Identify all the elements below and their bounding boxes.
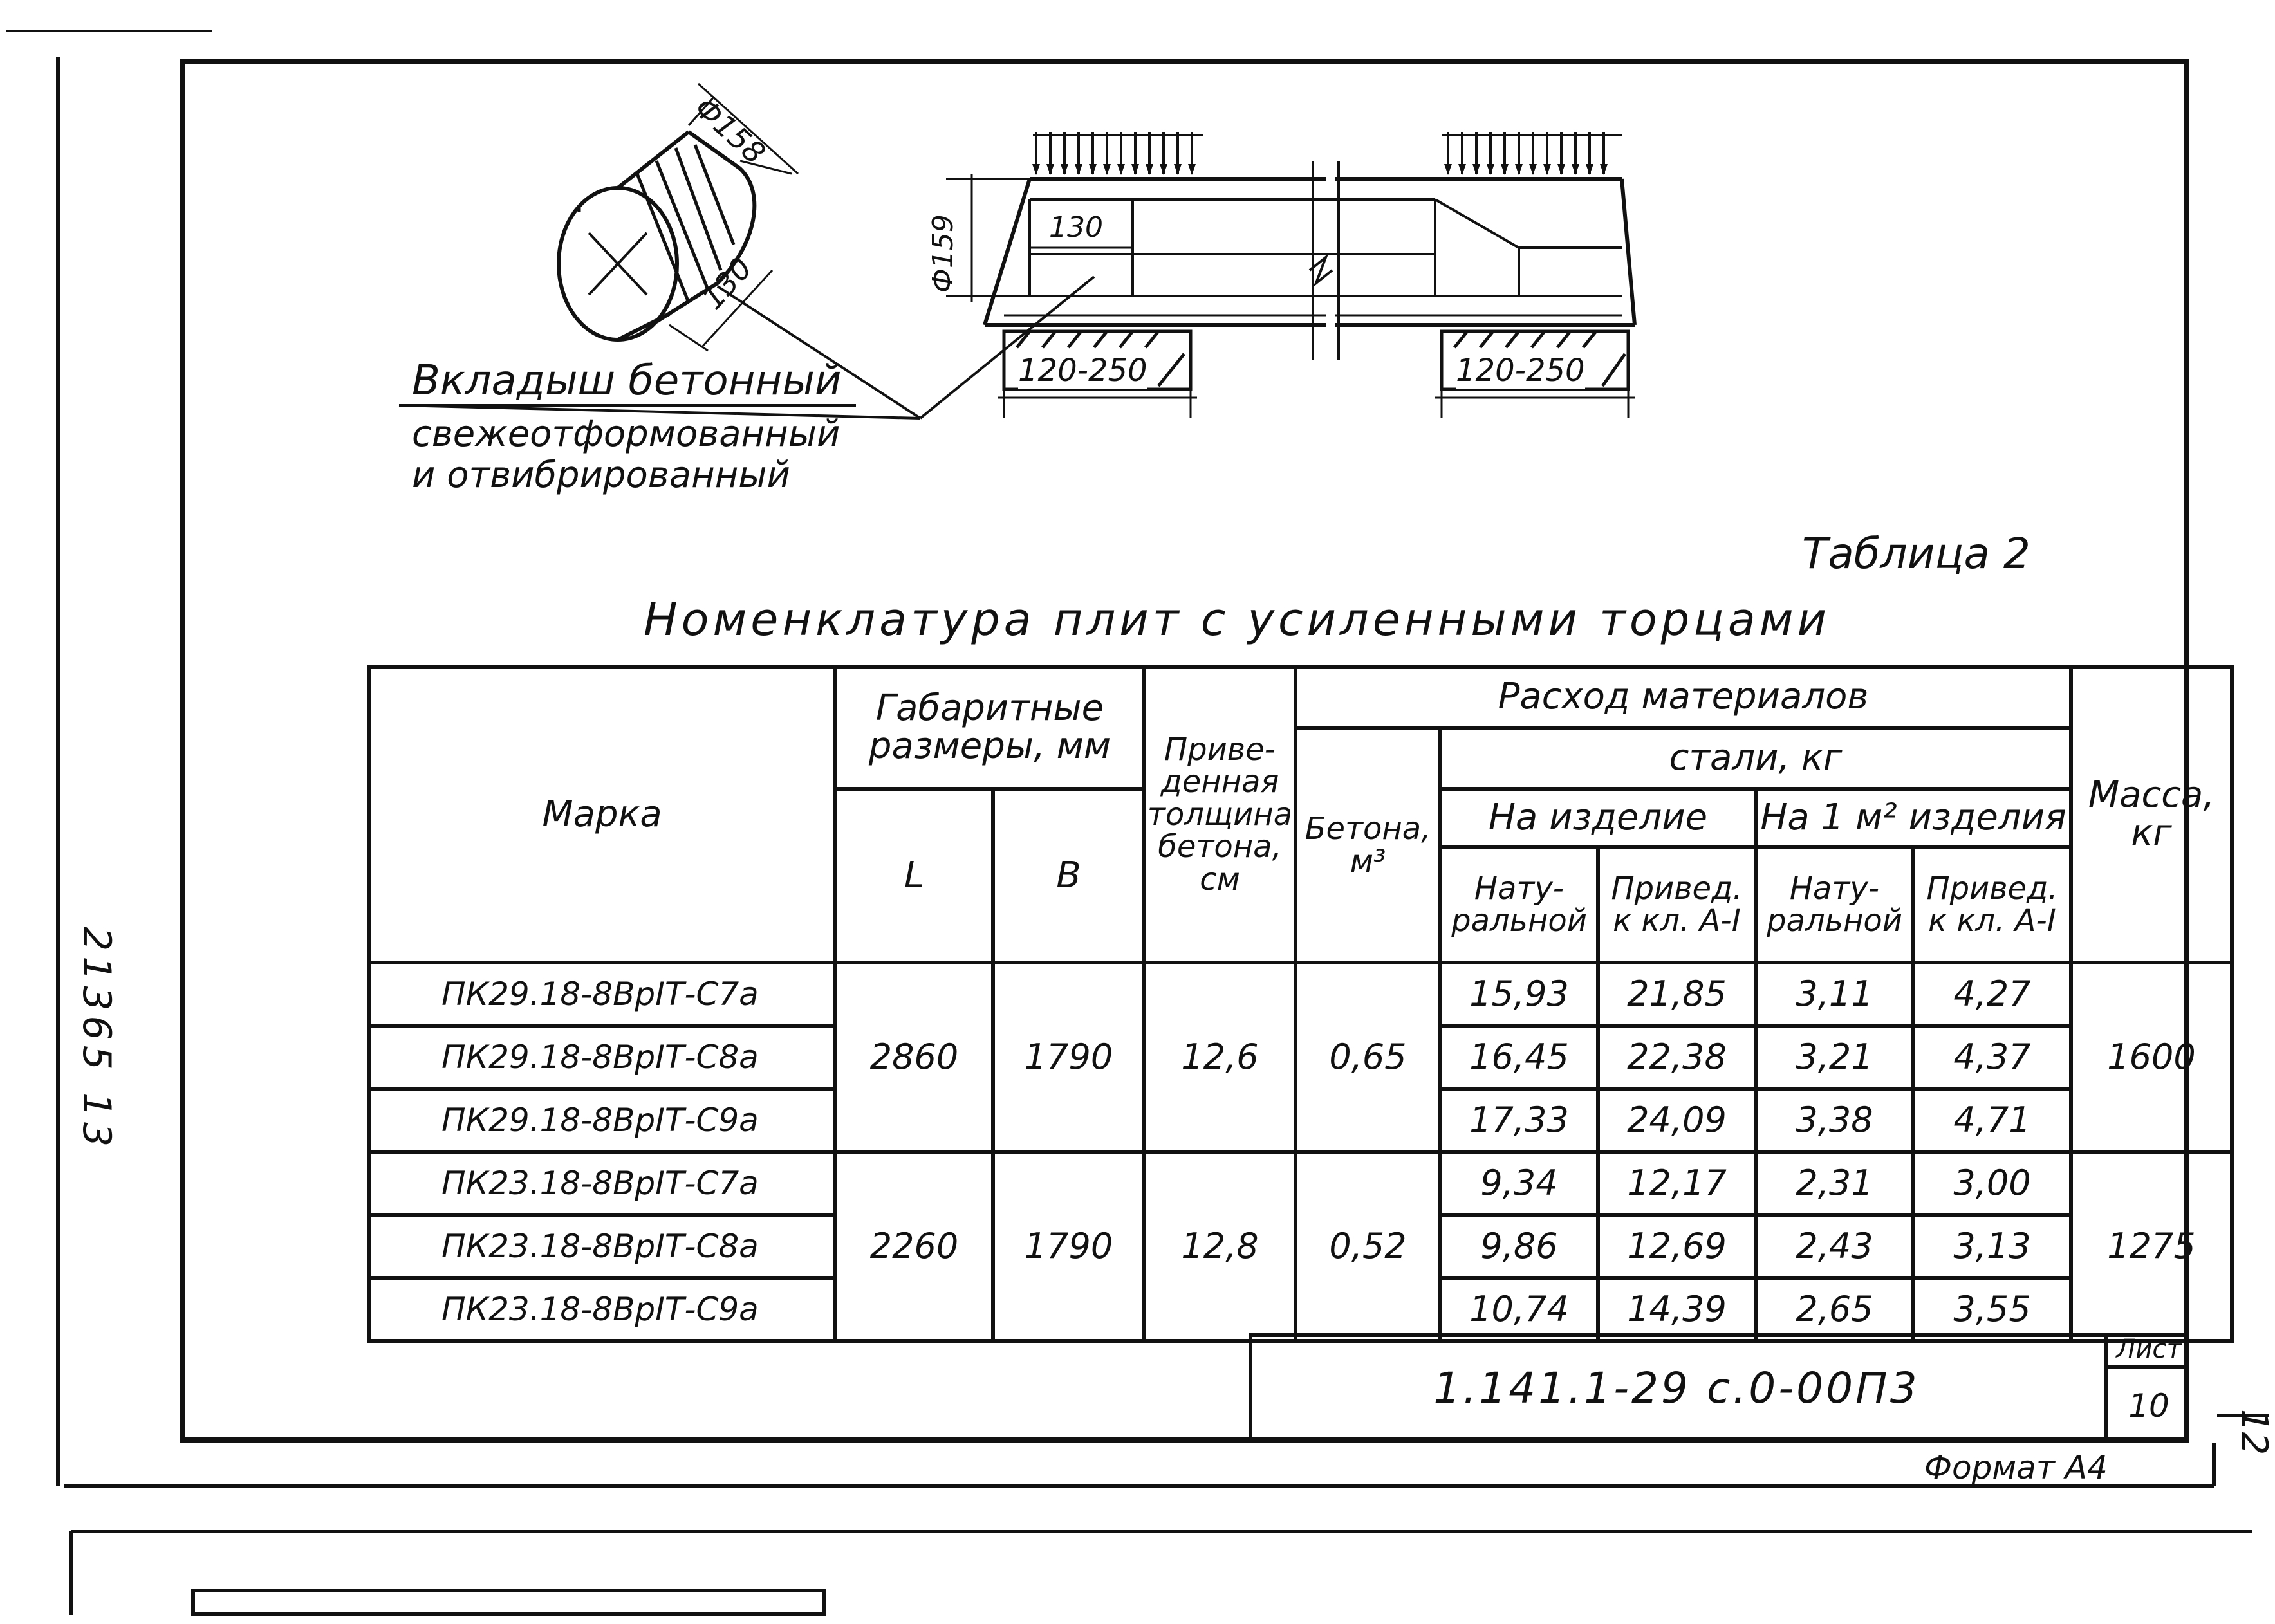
header-reduced-item: Привед. к кл. А-I	[1598, 847, 1756, 963]
group-mass: 1600	[2071, 963, 2232, 1152]
group-mass: 1275	[2071, 1152, 2232, 1341]
cell-reduced-m2: 4,71	[1913, 1089, 2071, 1152]
cell-natural-item: 17,33	[1440, 1089, 1598, 1152]
cell-reduced-item: 22,38	[1598, 1026, 1756, 1089]
group-B: 1790	[993, 1152, 1144, 1341]
header-steel: стали, кг	[1440, 728, 2071, 789]
cell-natural-item: 9,86	[1440, 1215, 1598, 1278]
header-L: L	[835, 789, 993, 963]
header-natural-m2: Нату-ральной	[1756, 847, 1913, 963]
group-thickness: 12,8	[1144, 1152, 1295, 1341]
cell-reduced-item: 21,85	[1598, 963, 1756, 1026]
cell-reduced-m2: 4,37	[1913, 1026, 2071, 1089]
table-row	[369, 1152, 2232, 1215]
cell-natural-m2: 2,65	[1756, 1278, 1913, 1341]
table-number: Таблица 2	[1802, 529, 2030, 578]
cell-reduced-m2: 3,13	[1913, 1215, 2071, 1278]
header-reduced-m2: Привед. к кл. А-I	[1913, 847, 2071, 963]
cell-natural-m2: 2,43	[1756, 1215, 1913, 1278]
group-B: 1790	[993, 963, 1144, 1152]
nomenclature-table	[367, 665, 2234, 1343]
header-dims: Габаритные размеры, мм	[835, 667, 1144, 789]
row-mark: ПК29.18-8ВрIТ-С8а	[369, 1026, 835, 1089]
archive-code: 21365 13	[74, 927, 119, 1152]
row-mark: ПК23.18-8ВрIТ-С7а	[369, 1152, 835, 1215]
insert-desc-line1: свежеотформованный	[412, 413, 840, 455]
header-natural-item: Нату-ральной	[1440, 847, 1598, 963]
cell-natural-item: 9,34	[1440, 1152, 1598, 1215]
cell-natural-m2: 2,31	[1756, 1152, 1913, 1215]
title-block	[1249, 1333, 2189, 1443]
cell-natural-m2: 3,11	[1756, 963, 1913, 1026]
dim-support-right: 120-250	[1456, 353, 1585, 389]
header-mass: Масса, кг	[2071, 667, 2232, 963]
dim-hole-diameter: Ф159	[927, 214, 960, 293]
cell-natural-m2: 3,21	[1756, 1026, 1913, 1089]
row-mark: ПК29.18-8ВрIТ-С7а	[369, 963, 835, 1026]
cell-natural-m2: 3,38	[1756, 1089, 1913, 1152]
sheet-number: 10	[2104, 1369, 2189, 1443]
header-per-item: На изделие	[1440, 789, 1756, 847]
dim-support-left: 120-250	[1018, 353, 1147, 389]
header-thickness: Приве-денная толщина бетона, см	[1144, 667, 1295, 963]
sheet-label: Лист	[2104, 1333, 2189, 1369]
insert-label: Вкладыш бетонный	[412, 357, 842, 405]
cell-reduced-item: 14,39	[1598, 1278, 1756, 1341]
cell-reduced-item: 24,09	[1598, 1089, 1756, 1152]
header-concrete: Бетона, м³	[1295, 728, 1440, 963]
cell-reduced-item: 12,17	[1598, 1152, 1756, 1215]
group-L: 2260	[835, 1152, 993, 1341]
row-mark: ПК23.18-8ВрIТ-С9а	[369, 1278, 835, 1341]
arrowheads	[1032, 164, 1608, 175]
group-thickness: 12,6	[1144, 963, 1295, 1152]
cell-natural-item: 16,45	[1440, 1026, 1598, 1089]
dim-insert-depth: 130	[1049, 211, 1103, 244]
cell-reduced-m2: 3,00	[1913, 1152, 2071, 1215]
table-row	[369, 963, 2232, 1026]
cell-reduced-m2: 3,55	[1913, 1278, 2071, 1341]
group-concrete: 0,65	[1295, 963, 1440, 1152]
group-L: 2860	[835, 963, 993, 1152]
row-mark: ПК29.18-8ВрIТ-С9а	[369, 1089, 835, 1152]
header-consumption: Расход материалов	[1295, 667, 2071, 728]
cell-reduced-item: 12,69	[1598, 1215, 1756, 1278]
cell-natural-item: 15,93	[1440, 963, 1598, 1026]
cell-natural-item: 10,74	[1440, 1278, 1598, 1341]
group-concrete: 0,52	[1295, 1152, 1440, 1341]
dim-insert-diameter: Ф158	[687, 90, 772, 171]
header-B: B	[993, 789, 1144, 963]
table-title: Номенклатура плит с усиленными торцами	[644, 593, 1831, 646]
header-mark: Марка	[369, 667, 835, 963]
dim-insert-length: 130	[695, 250, 759, 317]
document-code: 1.141.1-29 с.0-00П3	[1433, 1363, 1920, 1413]
cell-reduced-m2: 4,27	[1913, 963, 2071, 1026]
insert-desc-line2: и отвибрированный	[412, 454, 790, 496]
row-mark: ПК23.18-8ВрIТ-С8а	[369, 1215, 835, 1278]
paper-format: Формат А4	[1924, 1449, 2108, 1486]
header-per-m2: На 1 м² изделия	[1756, 789, 2071, 847]
page-number: 12	[2233, 1409, 2275, 1455]
